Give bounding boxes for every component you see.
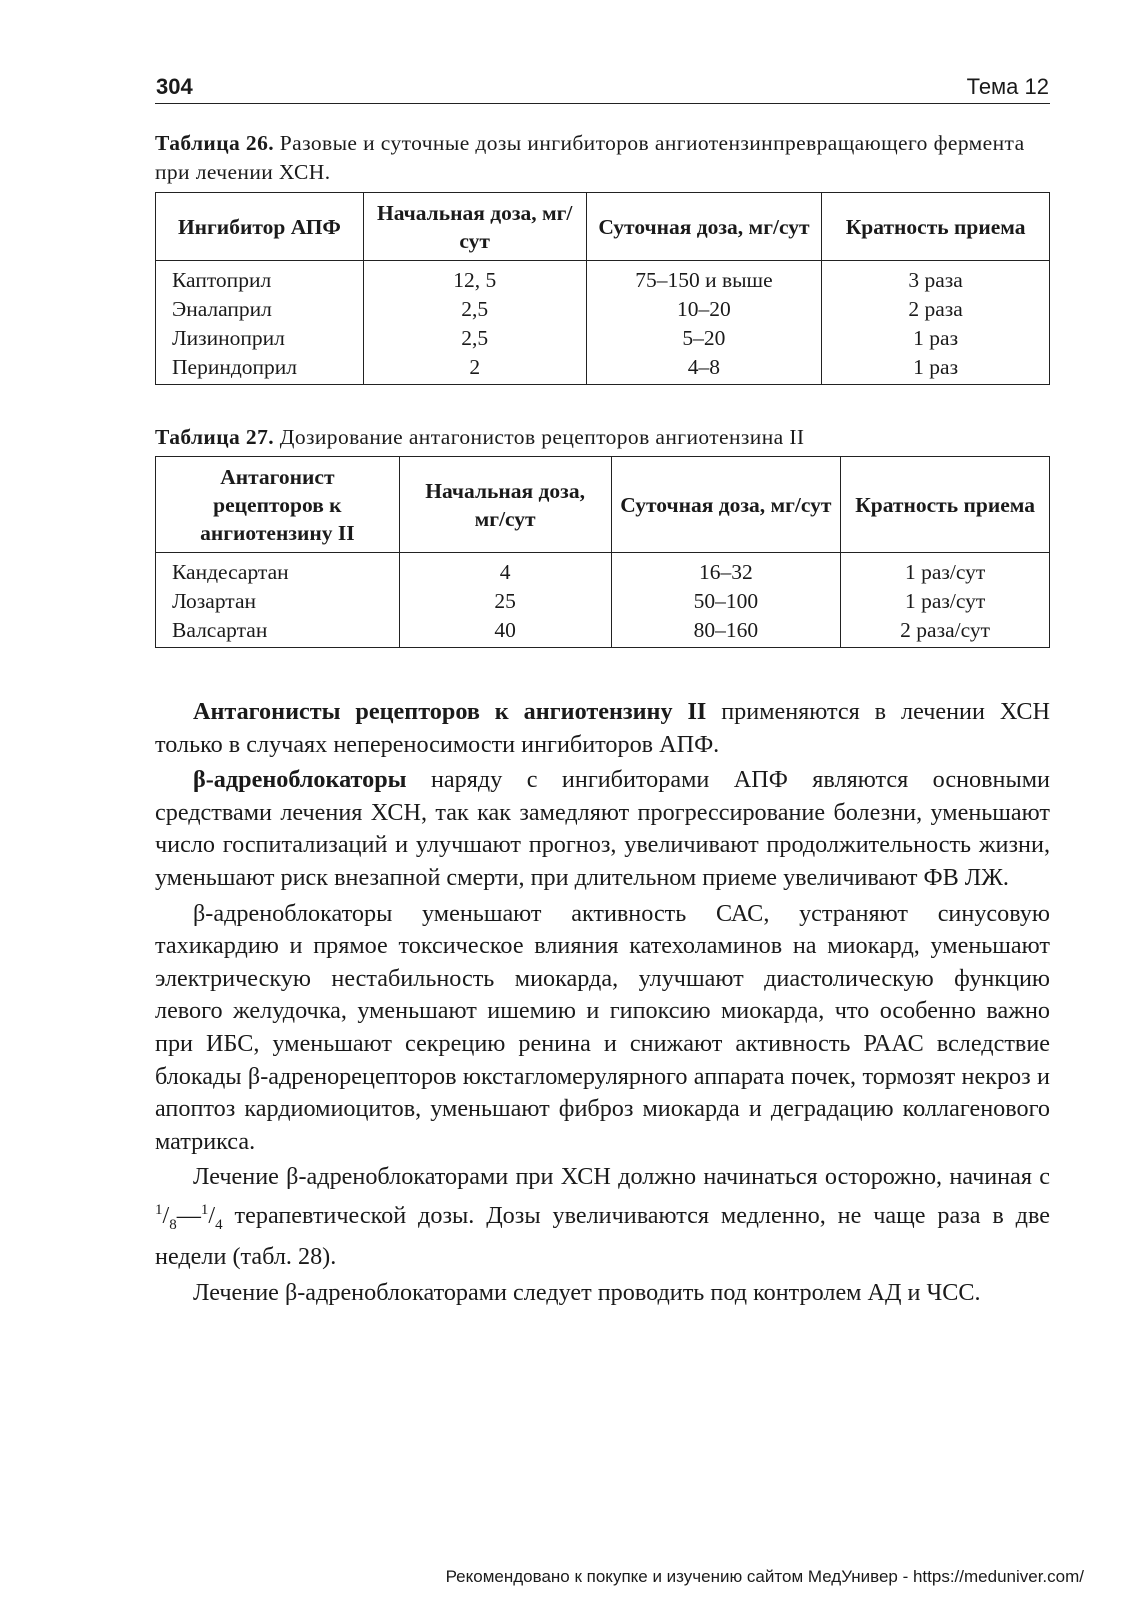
table-row <box>156 353 1050 385</box>
fraction-numerator: 1 <box>155 1201 163 1218</box>
table-cell: 10–20 <box>586 295 822 324</box>
table-cell: Эналаприл <box>156 295 364 324</box>
table-27-caption-label: Таблица 27. <box>155 425 275 449</box>
header-rule <box>155 103 1050 104</box>
table-cell: 1 раз/сут <box>841 553 1050 588</box>
table-cell: 80–160 <box>611 616 841 648</box>
table-cell: Валсартан <box>156 616 400 648</box>
table-cell: 2,5 <box>363 295 586 324</box>
table-cell: 1 раз <box>822 324 1050 353</box>
table-26-caption <box>155 129 1050 187</box>
fraction-dash: — <box>176 1201 201 1229</box>
table-cell: 2 раза <box>822 295 1050 324</box>
table-cell: 1 раз <box>822 353 1050 385</box>
bold-term: β-адреноблокаторы <box>193 766 407 794</box>
table-cell: 2 <box>363 353 586 385</box>
fraction-denominator: 4 <box>215 1216 223 1233</box>
table-cell: 4–8 <box>586 353 822 385</box>
table-27 <box>155 456 1050 648</box>
table-cell: 1 раз/сут <box>841 587 1050 616</box>
page-number: 304 <box>156 74 193 99</box>
table-row <box>156 324 1050 353</box>
table-header-cell: Начальная доза, мг/сут <box>399 457 611 553</box>
paragraph-text: Лечение β-адреноблокаторами при ХСН должно начинаться осторожно, начиная с <box>193 1163 1050 1191</box>
footer-note: Рекомендовано к покупке и изучению сайтом МедУнивер - https://meduniver.com/ <box>445 1567 1084 1586</box>
table-row <box>156 295 1050 324</box>
table-cell: 3 раза <box>822 261 1050 296</box>
table-row <box>156 553 1050 588</box>
paragraph-text: применяются в лечении ХСН только в случаях непереносимости ингибиторов АПФ. <box>155 698 1050 758</box>
table-header-row <box>156 457 1050 553</box>
table-cell: Лозартан <box>156 587 400 616</box>
paragraph <box>155 764 1050 894</box>
table-cell: 50–100 <box>611 587 841 616</box>
table-row <box>156 261 1050 296</box>
table-header-cell: Кратность приема <box>822 193 1050 261</box>
table-cell: 2 раза/сут <box>841 616 1050 648</box>
table-cell: 5–20 <box>586 324 822 353</box>
table-cell: 75–150 и выше <box>586 261 822 296</box>
table-header-row <box>156 193 1050 261</box>
paragraph <box>155 696 1050 761</box>
table-cell: Лизиноприл <box>156 324 364 353</box>
table-header-cell: Начальная доза, мг/сут <box>363 193 586 261</box>
paragraph: β-адреноблокаторы уменьшают активность САС, устраняют синусовую тахикардию и прямое токсическое влияния катехоламинов на миокард, уменьшают электрическую нестабильность миокарда, улучшают диастолическую функцию левого желудочка, уменьшают ишемию и гипоксию миокарда, что особенно важно при ИБС, уменьшают секрецию ренина и снижают активность РААС вследствие блокады β-адренорецепторов юкстагломерулярного аппарата почек, тормозят некроз и апоптоз кардиомиоцитов, уменьшают фиброз миокарда и деградацию коллагенового матрикса. <box>155 899 1050 1155</box>
paragraph: Лечение β-адреноблокаторами при ХСН должно начинаться осторожно, начиная с $^1/_8—^1/_4$ терапевтической дозы. Дозы увеличиваются медленно, не чаще раза в две недели (табл. 28). <box>155 1163 1050 1271</box>
table-cell: 4 <box>399 553 611 588</box>
table-cell: Периндоприл <box>156 353 364 385</box>
table-header-cell: Кратность приема <box>841 457 1050 553</box>
body-text <box>155 696 1050 1310</box>
fraction-denominator: 8 <box>169 1216 177 1233</box>
table-cell: 2,5 <box>363 324 586 353</box>
table-26-caption-label: Таблица 26. <box>155 131 275 155</box>
paragraph-text: наряду с ингибиторами АПФ являются основными средствами лечения ХСН, так как замедляют прогрессирование болезни, уменьшают число госпитализаций и улучшают прогноз, увеличивают продолжительность жизни, уменьшают риск внезапной смерти, при длительном приеме увеличивают ФВ ЛЖ. <box>155 766 1050 891</box>
table-row <box>156 616 1050 648</box>
table-26-caption-text: Разовые и суточные дозы ингибиторов ангиотензинпревращающего фермента при лечении ХСН. <box>155 131 1025 184</box>
table-header-cell: Ингибитор АПФ <box>156 193 364 261</box>
table-header-cell: Антагонист рецепторов к ангиотензину II <box>156 457 400 553</box>
table-header-cell: Суточная доза, мг/сут <box>586 193 822 261</box>
table-cell: 25 <box>399 587 611 616</box>
table-header-cell: Суточная доза, мг/сут <box>611 457 841 553</box>
table-cell: 12, 5 <box>363 261 586 296</box>
table-26 <box>155 192 1050 385</box>
paragraph: Лечение β-адреноблокаторами следует проводить под контролем АД и ЧСС. <box>193 1278 981 1306</box>
table-cell: Кандесартан <box>156 553 400 588</box>
table-cell: 40 <box>399 616 611 648</box>
paragraph-text: терапевтической дозы. Дозы увеличиваются медленно, не чаще раза в две недели (табл. 28). <box>155 1201 1050 1271</box>
table-cell: Каптоприл <box>156 261 364 296</box>
table-27-caption <box>155 423 1050 452</box>
bold-term: Антагонисты рецепторов к ангиотензину II <box>193 698 707 725</box>
running-head: Тема 12 <box>966 74 1049 99</box>
table-27-caption-text: Дозирование антагонистов рецепторов ангиотензина II <box>279 425 805 449</box>
table-cell: 16–32 <box>611 553 841 588</box>
table-row <box>156 587 1050 616</box>
fraction-numerator: 1 <box>200 1201 209 1218</box>
